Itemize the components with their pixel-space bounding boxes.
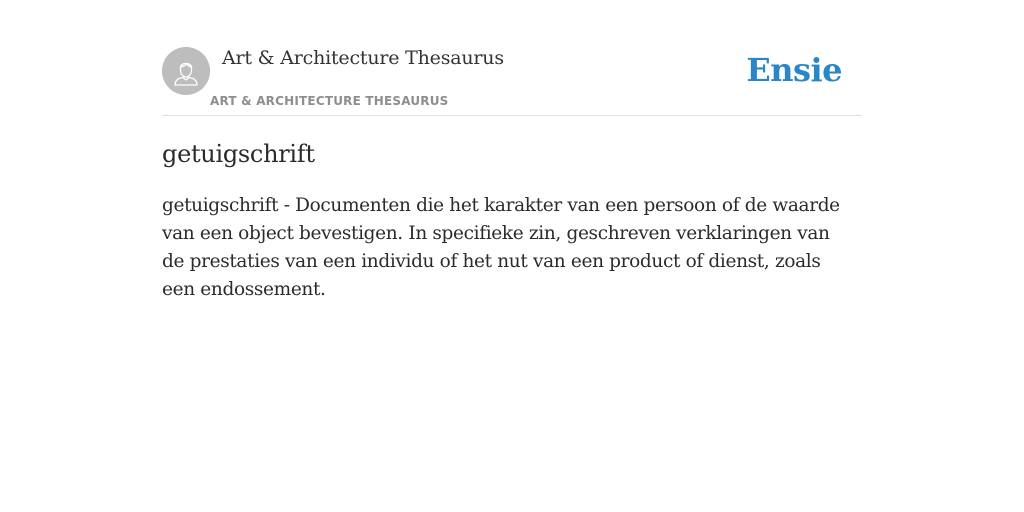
brand-logo[interactable]: Ensie	[746, 51, 842, 89]
page-header	[162, 0, 862, 116]
page-title: getuigschrift	[162, 140, 315, 168]
definition-text: getuigschrift - Documenten die het karakter van een persoon of de waarde van een object bevestigen. In specifieke zin, geschreven verklaringen van de prestaties van een individu of het nut van een product of dienst, zoals een endossement.	[162, 195, 840, 300]
author-name[interactable]: Art & Architecture Thesaurus	[222, 47, 504, 69]
author-subtitle-link[interactable]: ART & ARCHITECTURE THESAURUS	[210, 94, 449, 108]
user-avatar-icon[interactable]	[162, 47, 210, 95]
